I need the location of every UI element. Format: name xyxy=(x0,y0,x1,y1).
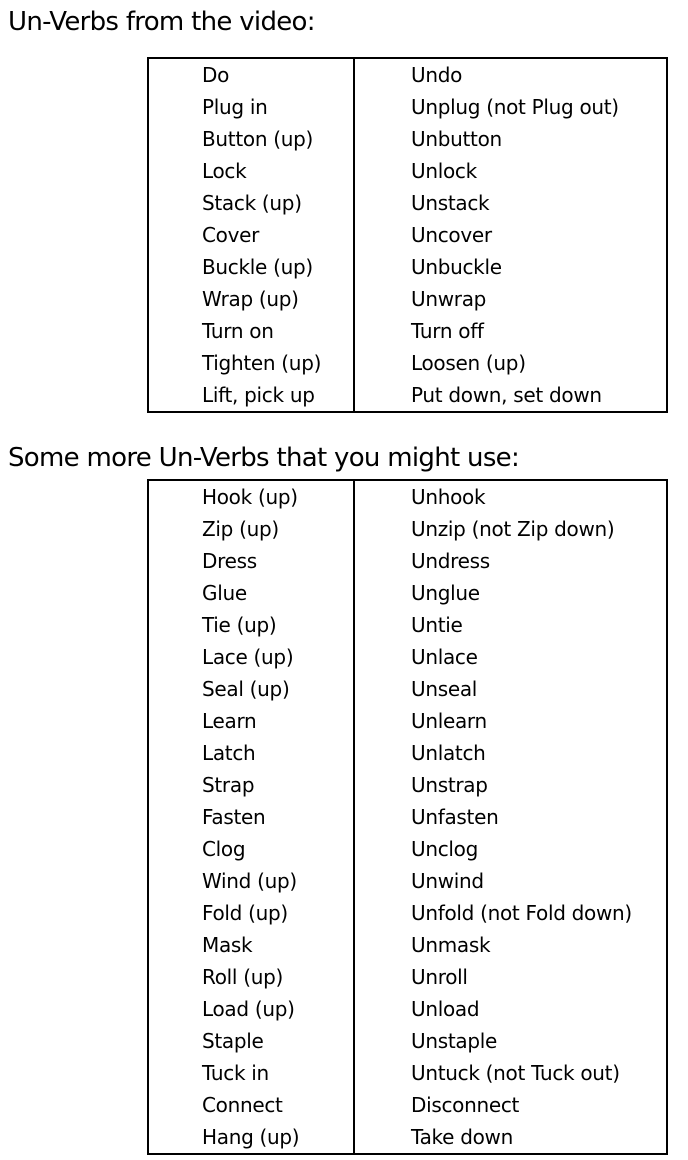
table-row xyxy=(148,673,667,705)
verb-cell: Fasten xyxy=(148,801,354,833)
verb-cell: Tuck in xyxy=(148,1057,354,1089)
unverb-cell: Unlearn xyxy=(354,705,667,737)
unverb-cell: Unstaple xyxy=(354,1025,667,1057)
table-row xyxy=(148,993,667,1025)
unverb-cell: Put down, set down xyxy=(354,379,667,412)
unverb-cell: Unhook xyxy=(354,480,667,513)
table-row xyxy=(148,801,667,833)
verb-cell: Wind (up) xyxy=(148,865,354,897)
verb-cell: Cover xyxy=(148,219,354,251)
verb-cell: Do xyxy=(148,58,354,91)
verb-cell: Lace (up) xyxy=(148,641,354,673)
verb-cell: Strap xyxy=(148,769,354,801)
video-verbs-table xyxy=(147,57,668,413)
verb-cell: Lock xyxy=(148,155,354,187)
unverb-cell: Untie xyxy=(354,609,667,641)
unverb-cell: Unclog xyxy=(354,833,667,865)
unverb-cell: Unload xyxy=(354,993,667,1025)
verb-cell: Seal (up) xyxy=(148,673,354,705)
unverb-cell: Undress xyxy=(354,545,667,577)
table-row xyxy=(148,961,667,993)
unverb-cell: Untuck (not Tuck out) xyxy=(354,1057,667,1089)
table-row xyxy=(148,513,667,545)
verb-cell: Turn on xyxy=(148,315,354,347)
verb-cell: Glue xyxy=(148,577,354,609)
table-row xyxy=(148,641,667,673)
table-row xyxy=(148,929,667,961)
unverb-cell: Unlock xyxy=(354,155,667,187)
table-row xyxy=(148,155,667,187)
verb-cell: Tie (up) xyxy=(148,609,354,641)
verb-cell: Mask xyxy=(148,929,354,961)
verb-cell: Connect xyxy=(148,1089,354,1121)
unverb-cell: Unbutton xyxy=(354,123,667,155)
unverb-cell: Unwind xyxy=(354,865,667,897)
table-row xyxy=(148,705,667,737)
table-row xyxy=(148,58,667,91)
table-row xyxy=(148,347,667,379)
unverb-cell: Uncover xyxy=(354,219,667,251)
table-row xyxy=(148,283,667,315)
unverb-cell: Unlatch xyxy=(354,737,667,769)
verb-cell: Learn xyxy=(148,705,354,737)
verb-cell: Dress xyxy=(148,545,354,577)
video-verbs-table-body xyxy=(148,58,667,412)
table-row xyxy=(148,833,667,865)
section-heading-more-verbs: Some more Un-Verbs that you might use: xyxy=(8,443,520,473)
table-row xyxy=(148,251,667,283)
table-row xyxy=(148,865,667,897)
verb-cell: Button (up) xyxy=(148,123,354,155)
verb-cell: Lift, pick up xyxy=(148,379,354,412)
more-verbs-table xyxy=(147,479,668,1155)
unverb-cell: Unstrap xyxy=(354,769,667,801)
unverb-cell: Unplug (not Plug out) xyxy=(354,91,667,123)
verb-cell: Staple xyxy=(148,1025,354,1057)
table-row xyxy=(148,545,667,577)
verb-cell: Roll (up) xyxy=(148,961,354,993)
unverb-cell: Unlace xyxy=(354,641,667,673)
table-row xyxy=(148,577,667,609)
table-row xyxy=(148,1057,667,1089)
table-row xyxy=(148,379,667,412)
unverb-cell: Unfold (not Fold down) xyxy=(354,897,667,929)
table-row xyxy=(148,1025,667,1057)
unverb-cell: Unzip (not Zip down) xyxy=(354,513,667,545)
unverb-cell: Unseal xyxy=(354,673,667,705)
unverb-cell: Undo xyxy=(354,58,667,91)
table-row xyxy=(148,123,667,155)
verb-cell: Wrap (up) xyxy=(148,283,354,315)
unverb-cell: Loosen (up) xyxy=(354,347,667,379)
unverb-cell: Turn off xyxy=(354,315,667,347)
table-row xyxy=(148,769,667,801)
unverb-cell: Disconnect xyxy=(354,1089,667,1121)
verb-cell: Hook (up) xyxy=(148,480,354,513)
verb-cell: Buckle (up) xyxy=(148,251,354,283)
verb-cell: Zip (up) xyxy=(148,513,354,545)
verb-cell: Latch xyxy=(148,737,354,769)
verb-cell: Clog xyxy=(148,833,354,865)
section-heading-video-verbs: Un-Verbs from the video: xyxy=(8,7,315,37)
table-row xyxy=(148,609,667,641)
table-row xyxy=(148,91,667,123)
unverb-cell: Unmask xyxy=(354,929,667,961)
verb-cell: Load (up) xyxy=(148,993,354,1025)
unverb-cell: Unwrap xyxy=(354,283,667,315)
verb-cell: Stack (up) xyxy=(148,187,354,219)
unverb-cell: Unfasten xyxy=(354,801,667,833)
table-row xyxy=(148,737,667,769)
more-verbs-table-body xyxy=(148,480,667,1154)
table-row xyxy=(148,219,667,251)
table-row xyxy=(148,1121,667,1154)
unverb-cell: Unstack xyxy=(354,187,667,219)
verb-cell: Hang (up) xyxy=(148,1121,354,1154)
unverb-cell: Unroll xyxy=(354,961,667,993)
table-row xyxy=(148,897,667,929)
unverb-cell: Take down xyxy=(354,1121,667,1154)
verb-cell: Tighten (up) xyxy=(148,347,354,379)
verb-cell: Plug in xyxy=(148,91,354,123)
table-row xyxy=(148,1089,667,1121)
table-row xyxy=(148,187,667,219)
unverb-cell: Unglue xyxy=(354,577,667,609)
table-row xyxy=(148,315,667,347)
unverb-cell: Unbuckle xyxy=(354,251,667,283)
verb-cell: Fold (up) xyxy=(148,897,354,929)
table-row xyxy=(148,480,667,513)
